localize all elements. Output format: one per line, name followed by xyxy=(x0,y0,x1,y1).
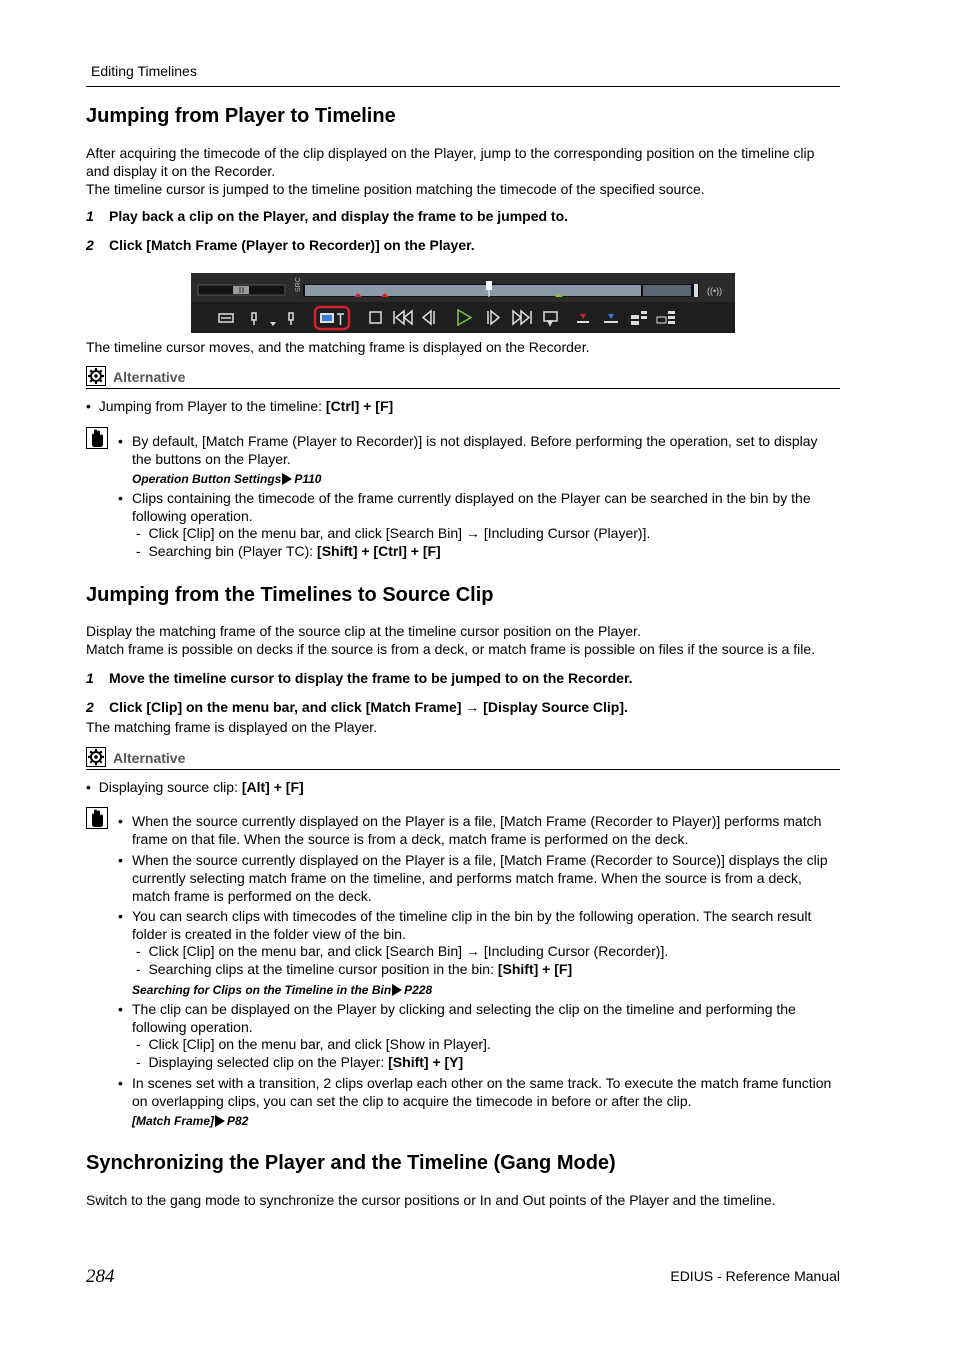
section1-intro-2: The timeline cursor is jumped to the timeline position matching the timecode of the specified source. xyxy=(86,181,705,197)
alternative-item-2 xyxy=(86,778,304,796)
header-rule xyxy=(86,86,840,87)
note-subitem xyxy=(136,1053,463,1071)
shortcut-keys: [Alt] + [F] xyxy=(241,779,304,795)
note-text: The clip can be displayed on the Player by clicking and selecting the clip on the timeline and performing the following operation. xyxy=(132,1001,796,1035)
reference-title[interactable]: [Match Frame] xyxy=(132,1114,215,1128)
section1-result: The timeline cursor moves, and the matching frame is displayed on the Recorder. xyxy=(86,339,590,355)
step-number: 2 xyxy=(86,699,94,715)
note-subitem xyxy=(136,960,572,978)
cross-reference[interactable] xyxy=(132,982,432,998)
subitem-text: Searching clips at the timeline cursor position in the bin: xyxy=(148,961,498,977)
section-title-player-to-timeline: Jumping from Player to Timeline xyxy=(86,105,396,127)
subitem-text: Displaying selected clip on the Player: xyxy=(148,1054,389,1070)
section1-step-1 xyxy=(86,207,568,225)
section2-intro xyxy=(86,622,840,658)
note-subitem xyxy=(136,1035,491,1053)
alternative-label: Alternative xyxy=(113,369,186,385)
step-number: 2 xyxy=(86,237,94,253)
note-item xyxy=(118,907,840,943)
alt-text: Displaying source clip: xyxy=(98,779,242,795)
section2-result: The matching frame is displayed on the Player. xyxy=(86,719,378,735)
section1-intro-1: After acquiring the timecode of the clip displayed on the Player, jump to the corresponding position on the timeline clip and display it on the Recorder. xyxy=(86,145,815,179)
subitem-text: Searching bin (Player TC): xyxy=(148,543,318,559)
bullet: • xyxy=(118,813,123,829)
bullet: • xyxy=(118,1075,123,1091)
step-text: Move the timeline cursor to display the frame to be jumped to on the Recorder. xyxy=(109,670,633,686)
match-frame-button[interactable] xyxy=(315,307,349,329)
note-text: You can search clips with timecodes of the timeline clip in the bin by the following operation. The search result folder is created in the folder view of the bin. xyxy=(132,908,812,942)
note-text: When the source currently displayed on the Player is a file, [Match Frame (Recorder to Source)] displays the clip currently selecting match frame on the timeline, and performs match frame. When the source is from a deck, match frame is performed on the deck. xyxy=(132,852,828,904)
shuttle-slider[interactable] xyxy=(198,285,285,295)
alternative-heading-2 xyxy=(86,747,840,770)
step-number: 1 xyxy=(86,208,94,224)
step-text: Play back a clip on the Player, and display the frame to be jumped to. xyxy=(109,208,569,224)
manual-title: EDIUS - Reference Manual xyxy=(670,1268,840,1284)
section2-step-2 xyxy=(86,698,628,716)
shortcut-keys: [Ctrl] + [F] xyxy=(325,398,394,414)
note-text: In scenes set with a transition, 2 clips overlap each other on the same track. To execute the match frame function on overlapping clips, you can set the clip to acquire the timecode in before or after the clip. xyxy=(132,1075,832,1109)
section3-intro: Switch to the gang mode to synchronize the cursor positions or In and Out points of the Player and the timeline. xyxy=(86,1192,776,1208)
note-hand-icon xyxy=(86,807,108,829)
step-number: 1 xyxy=(86,670,94,686)
reference-title[interactable]: Operation Button Settings xyxy=(132,472,282,486)
bullet: • xyxy=(118,852,123,868)
bullet: • xyxy=(118,490,123,506)
dash: - xyxy=(136,525,141,541)
bullet: • xyxy=(86,398,91,414)
section2-intro-2: Match frame is possible on decks if the source is from a deck, or match frame is possible on files if the source is a file. xyxy=(86,641,816,657)
note-item xyxy=(118,812,840,848)
note-text: When the source currently displayed on the Player is a file, [Match Frame (Recorder to Player)] performs match frame on that file. When the source is from a deck, match frame is performed on the deck. xyxy=(132,813,822,847)
section2-step-1 xyxy=(86,669,633,687)
shortcut-keys: [Shift] + [F] xyxy=(497,961,573,977)
bullet: • xyxy=(118,1001,123,1017)
alt-text: Jumping from Player to the timeline: xyxy=(98,398,326,414)
note-text: Clips containing the timecode of the frame currently displayed on the Player can be searched in the bin by the following operation. xyxy=(132,490,811,524)
bullet: • xyxy=(118,433,123,449)
dash: - xyxy=(136,943,141,959)
note-subitem xyxy=(136,942,668,960)
note-item xyxy=(118,851,840,905)
reference-page[interactable]: P82 xyxy=(227,1114,249,1128)
alternative-item-1 xyxy=(86,397,393,415)
running-header: Editing Timelines xyxy=(91,63,197,79)
reference-arrow-icon xyxy=(282,473,292,485)
note-item xyxy=(118,489,840,525)
alternative-heading-1 xyxy=(86,366,840,389)
subitem-text: Click [Clip] on the menu bar, and click [Show in Player]. xyxy=(148,1036,491,1052)
note-subitem xyxy=(136,542,441,560)
section2-intro-1: Display the matching frame of the source clip at the timeline cursor position on the Player. xyxy=(86,623,641,639)
section1-intro xyxy=(86,144,840,198)
section-title-timeline-to-source: Jumping from the Timelines to Source Clip xyxy=(86,584,494,606)
step-text: Click [Clip] on the menu bar, and click [Match Frame] → [Display Source Clip]. xyxy=(109,699,628,715)
reference-page[interactable]: P228 xyxy=(404,983,433,997)
reference-arrow-icon xyxy=(392,984,402,996)
cross-reference[interactable] xyxy=(132,471,321,487)
bullet: • xyxy=(118,908,123,924)
dash: - xyxy=(136,961,141,977)
subitem-text: Click [Clip] on the menu bar, and click [Search Bin] → [Including Cursor (Player)]. xyxy=(148,525,651,541)
shortcut-keys: [Shift] + [Y] xyxy=(388,1054,464,1070)
gear-icon xyxy=(86,747,106,767)
note-item xyxy=(118,432,840,468)
reference-page[interactable]: P110 xyxy=(294,472,322,486)
player-toolbar-screenshot xyxy=(191,273,735,333)
dash: - xyxy=(136,1036,141,1052)
step-text: Click [Match Frame (Player to Recorder)] on the Player. xyxy=(109,237,475,253)
note-item xyxy=(118,1000,840,1036)
section1-step-2 xyxy=(86,236,475,254)
bullet: • xyxy=(86,779,91,795)
gear-icon xyxy=(86,366,106,386)
svg-text:((•)): ((•)) xyxy=(707,286,723,296)
audio-icon[interactable] xyxy=(707,286,722,296)
page-number: 284 xyxy=(86,1266,115,1287)
reference-title[interactable]: Searching for Clips on the Timeline in the Bin xyxy=(132,983,392,997)
cross-reference[interactable] xyxy=(132,1113,248,1129)
reference-arrow-icon xyxy=(215,1115,225,1127)
shortcut-keys: [Shift] + [Ctrl] + [F] xyxy=(317,543,441,559)
dash: - xyxy=(136,1054,141,1070)
note-item xyxy=(118,1074,840,1110)
subitem-text: Click [Clip] on the menu bar, and click [Search Bin] → [Including Cursor (Recorder)]. xyxy=(148,943,669,959)
note-hand-icon xyxy=(86,427,108,449)
svg-text:SRC: SRC xyxy=(295,277,302,292)
alternative-label: Alternative xyxy=(113,750,186,766)
section-title-gang-mode: Synchronizing the Player and the Timeline (Gang Mode) xyxy=(86,1152,616,1174)
note-text: By default, [Match Frame (Player to Recorder)] is not displayed. Before performing the operation, set to display the buttons on the Player. xyxy=(132,433,818,467)
dash: - xyxy=(136,543,141,559)
note-subitem xyxy=(136,524,650,542)
